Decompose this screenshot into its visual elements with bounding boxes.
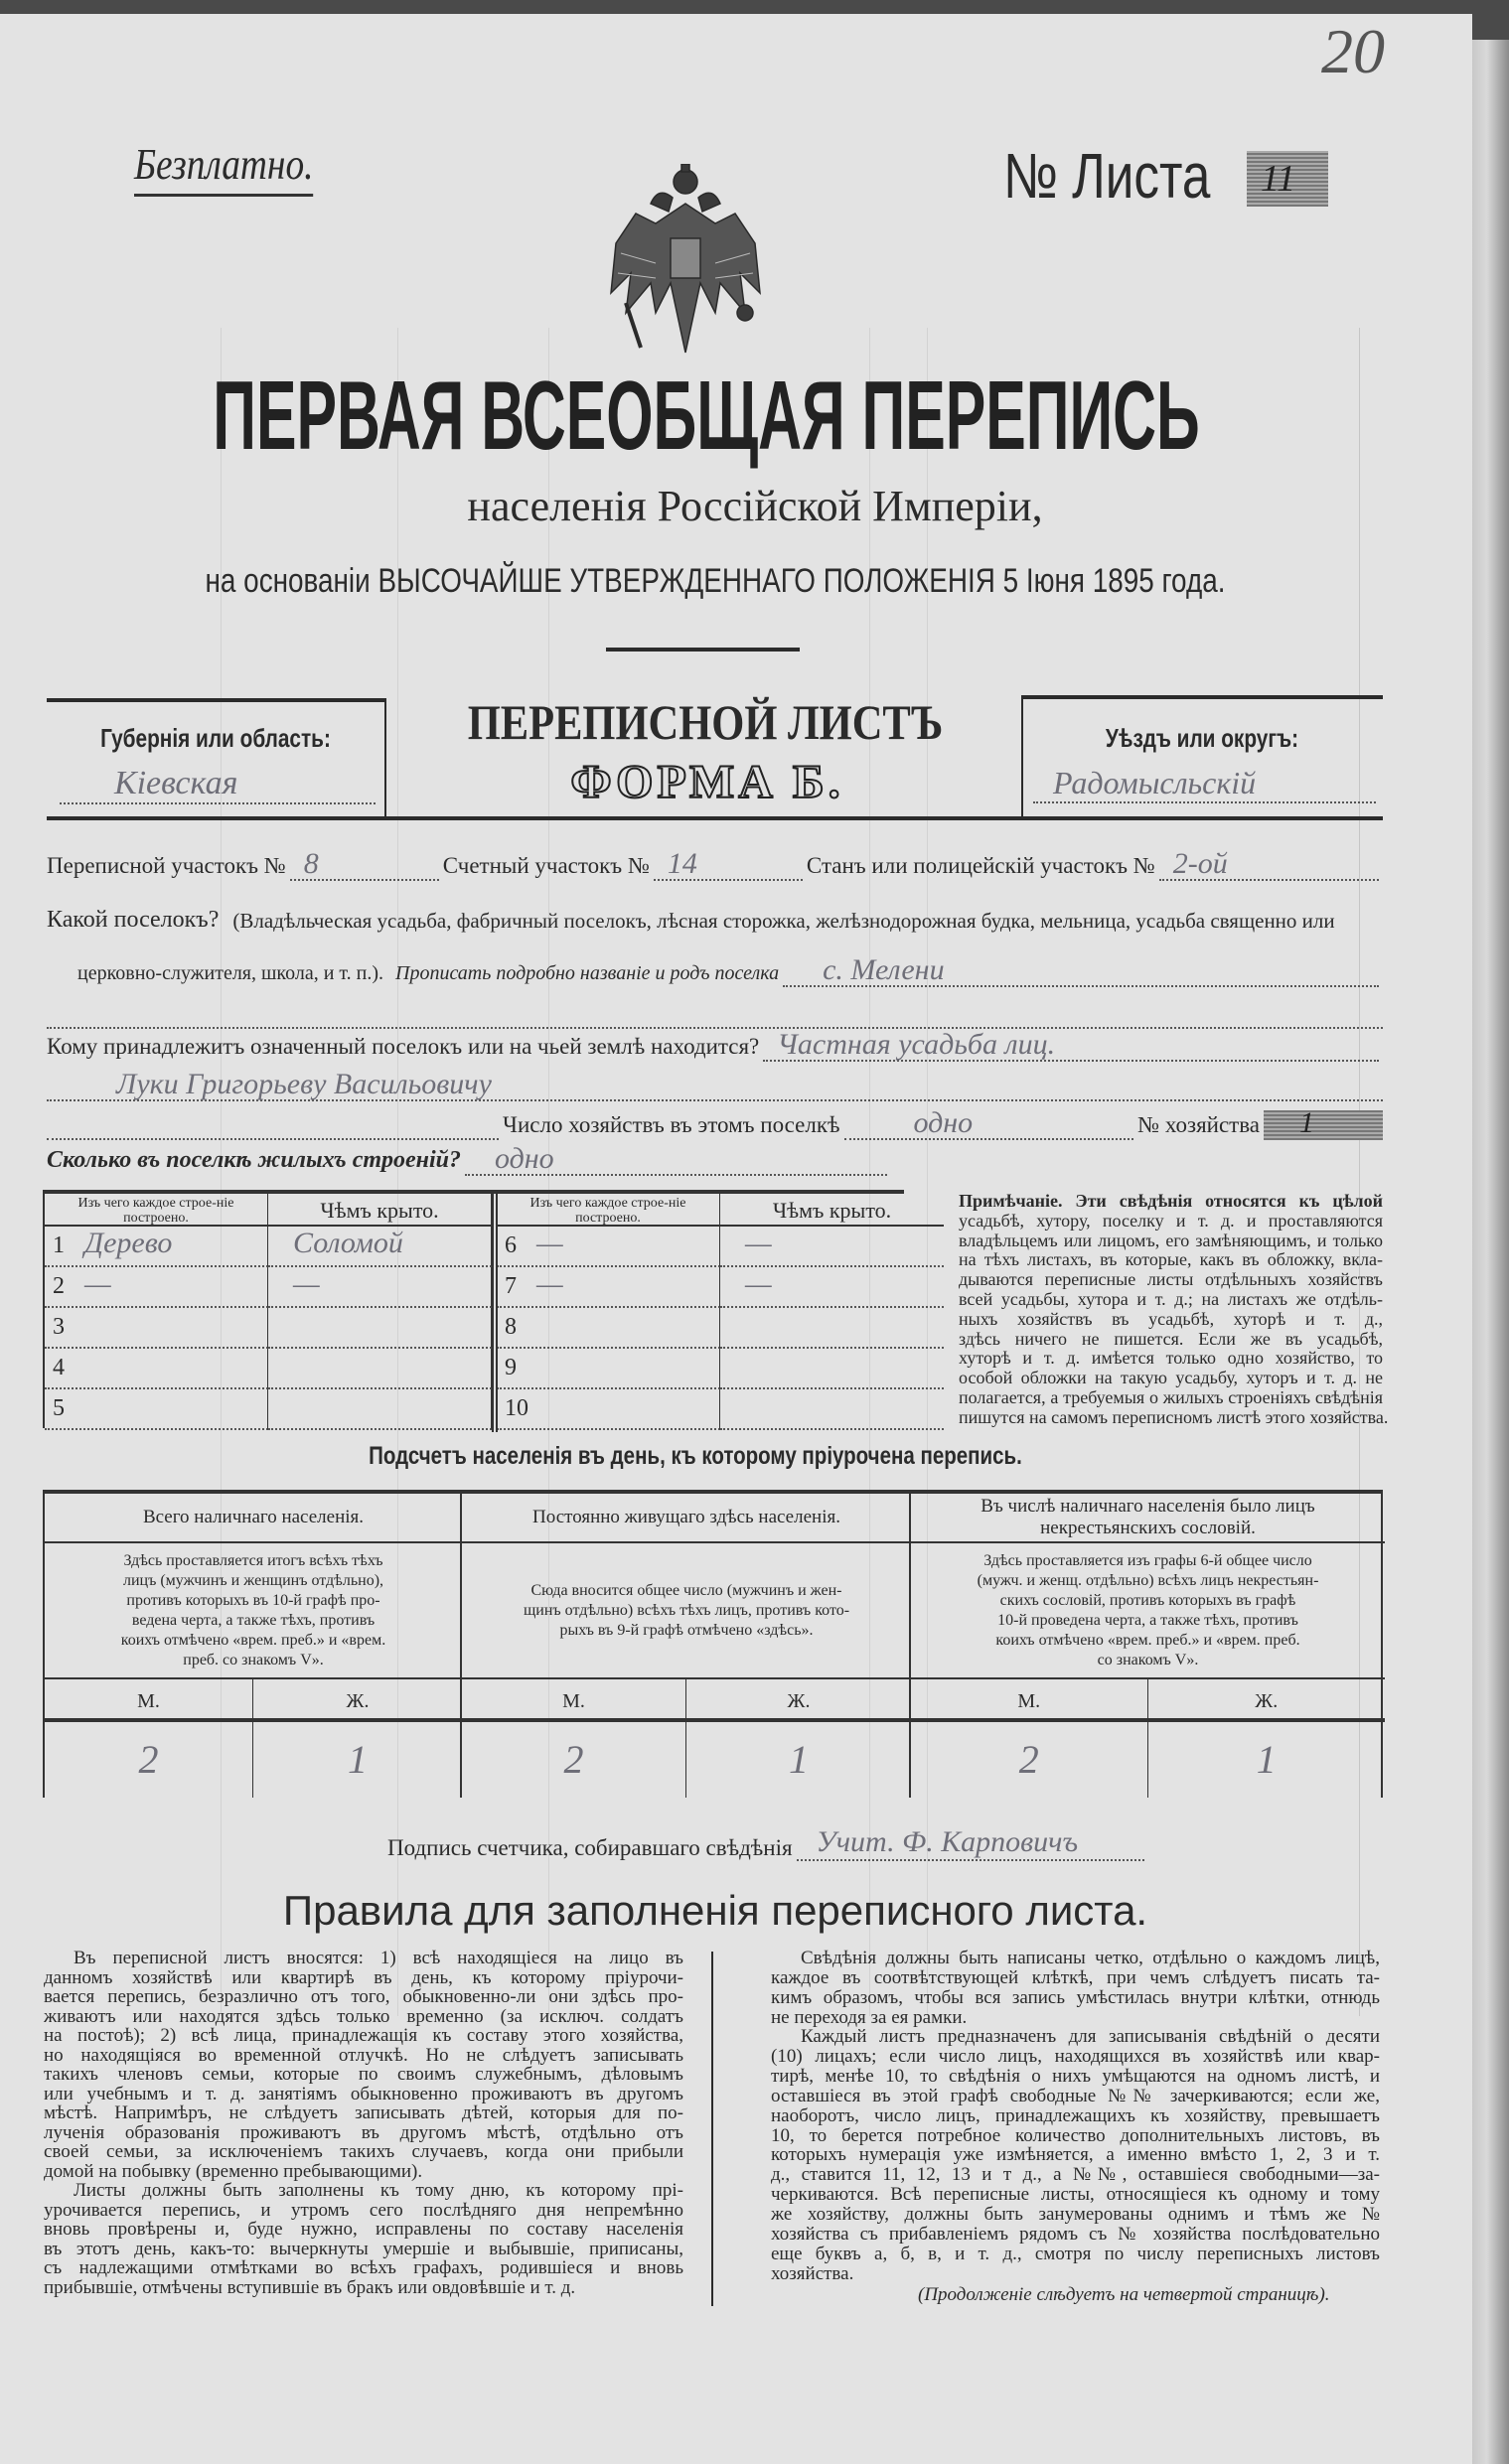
households-field [844,1106,1134,1140]
buildings-table [43,1190,904,1428]
settlement-label: Какой поселокъ? [47,907,220,933]
note-line: хуторѣ и т. д. имѣется только одно хозяйство, то [959,1348,1383,1369]
material-cell [45,1389,268,1430]
sheet-number-label: № Листа [1003,140,1211,212]
note-line: особой обложки на такую усадьбу, хуторъ и т. д. не [959,1368,1383,1388]
column-description [911,1543,1385,1677]
paper-stack-edge [1472,40,1509,2464]
rules-line: своей семьи, за исключеніемъ такихъ случаевъ, когда они прибыли [44,2141,683,2162]
rules-line: кимъ образомъ, чтобы вся запись умѣстилась внутри клѣтки, отнюдь [771,1986,1380,2008]
table-row [497,1227,944,1267]
settlement-type-row [47,902,1383,936]
population-column [909,1494,1383,1798]
description-line: (мужч. и женщ. отдѣльно) всѣхъ лицъ некрестьян- [977,1571,1319,1589]
male-header: М. [45,1677,253,1722]
note-line: усадьбѣ, хутору, поселку и т. д. и проставляются [959,1210,1383,1231]
settlement-hint: (Владѣльческая усадьба, фабричный поселокъ, лѣсная сторожка, желѣзнодорожная будка, мельница, усадьба священно или [232,909,1335,933]
material-value: Дерево [84,1227,173,1259]
roof-cell [720,1349,944,1389]
census-section-label: Переписной участокъ № [47,853,286,878]
description-line: Сюда вносится общее число (мужчинъ и жен- [530,1581,842,1599]
rules-line: на постоѣ); 2) всѣ лица, принадлежащія къ составу этого хозяйства, [44,2025,683,2046]
roof-cell [720,1389,944,1430]
female-count: 1 [789,1737,809,1782]
rules-line: живаютъ или находятся здѣсь только временно (за исключ. солдатъ [44,2005,683,2027]
rules-line: мѣстѣ. Напримѣръ, не слѣдуетъ записывать дѣтей, которыя для по- [44,2102,683,2123]
households-label: Число хозяйствъ въ этомъ поселкѣ [503,1112,840,1137]
row-number: 1 [53,1232,65,1258]
table-row [45,1308,492,1349]
rules-line: хозяйства съ прибавленіемъ рядомъ съ № хозяйства послѣдовательно [771,2223,1380,2245]
dwellings-row [47,1142,891,1176]
district-label: Уѣздъ или округъ: [1105,723,1299,753]
table-row [45,1227,492,1267]
row-number: 3 [53,1314,65,1340]
roof-cell [268,1349,492,1389]
rules-left-column [44,1949,683,2297]
sheet-number-box [1247,151,1328,207]
household-number-label: № хозяйства [1137,1112,1260,1137]
sheet-number-value: 11 [1261,158,1296,200]
table-row [45,1349,492,1389]
table-row [497,1267,944,1308]
roof-value: — [745,1267,772,1300]
enumerator-signature-row [387,1825,1144,1861]
rules-line: но находящіяся во временной отлучкѣ. Но не слѣдуетъ записывать [44,2044,683,2066]
province-value: Кіевская [114,765,238,801]
row-number: 6 [505,1232,517,1258]
roof-cell [268,1389,492,1430]
roof-value: — [745,1227,772,1259]
roof-value: — [293,1267,320,1300]
table-row [45,1267,492,1308]
rules-line: вается перепись, безразлично отъ того, обыкновенно-ли они здѣсь про- [44,1986,683,2007]
col-header-material: Изъ чего каждое строе-ніе построено. [45,1194,268,1227]
page-number-handwritten: 20 [1321,16,1385,86]
roof-cell [268,1308,492,1349]
document-subtitle: населенія Россійской Имперіи, [467,482,1043,530]
rules-title: Правила для заполненія переписного листа. [282,1887,1148,1934]
note-line: дываются переписные листы отдѣльныхъ хозяйствъ [959,1269,1383,1290]
rules-line: въ этотъ день, какъ-то: вычеркнуты умершіе и выбывшіе, приписаны, [44,2238,683,2259]
province-field [60,765,376,804]
district-field [1033,760,1376,803]
household-number-value: 1 [1299,1106,1314,1139]
sheet-title: ПЕРЕПИСНОЙ ЛИСТЪ [467,694,944,750]
rules-line: черкиваются. Всѣ переписные листы, относящіеся къ одному и тому [771,2184,1380,2206]
column-description [462,1543,911,1677]
note-line: ныхъ хозяйствъ въ усадьбѣ, хуторѣ и т. д., [959,1308,1383,1329]
note-block [959,1191,1389,1428]
row-number: 9 [505,1355,517,1380]
description-line: Здѣсь проставляется изъ графы 6-й общее число [983,1551,1312,1569]
rules-line: хозяйства. [771,2262,854,2284]
note-line: владѣльцемъ или лицомъ, его замѣняющимъ, и только [959,1230,1383,1250]
rules-line: еще буквъ а, б, в, и т. д., смотря по числу переписныхъ листовъ [771,2243,1380,2264]
description-line: скихъ сословій, противъ которыхъ въ графѣ [999,1591,1296,1609]
owner-field-cont [47,1068,1383,1101]
note-line: Примѣчаніе. Эти свѣдѣнія относятся къ цѣлой [959,1191,1383,1211]
province-label: Губернія или область: [100,723,331,753]
row-number: 4 [53,1355,65,1380]
table-row [497,1349,944,1389]
settlement-name-row [77,953,1383,987]
census-section-field [290,847,439,881]
column-description [45,1543,462,1677]
blank-field [47,995,1383,1029]
divider [1021,695,1383,699]
female-header: Ж. [253,1677,462,1722]
police-section-value: 2-ой [1172,847,1228,880]
material-cell [497,1389,720,1430]
census-section-value: 8 [303,847,319,880]
settlement-hint-cont: церковно-служителя, школа, и т. п.). [77,962,383,984]
rules-line: съ надлежащими отмѣтками во всѣхъ графахъ, родившіеся и вновь [44,2257,683,2278]
column-heading: Постоянно живущаго здѣсь населенія. [462,1494,911,1543]
male-header: М. [911,1677,1148,1722]
note-line: полагается, а требуемыя о жилыхъ строеніяхъ свѣдѣнія [959,1386,1383,1407]
col-header-roof: Чѣмъ крыто. [268,1194,492,1227]
description-line: рыхъ въ 9-й графѣ отмѣчено «здѣсь». [559,1621,814,1639]
rules-right-column [771,1949,1380,2283]
owner-value: Частная усадьба лиц. [777,1028,1056,1061]
note-line: всей усадьбы, хутора и т. д.; на листахъ же отдѣль- [959,1288,1383,1309]
rules-line: тирѣ, менѣе 10, то свѣдѣнія о нихъ умѣщаются на одномъ листѣ, и [771,2066,1380,2088]
rules-line: же хозяйству, должны быть занумерованы однимъ и тѣмъ же № [771,2203,1380,2225]
roof-value: Соломой [293,1227,403,1259]
roof-cell [720,1308,944,1349]
households-leader [47,1106,499,1140]
row-number: 8 [505,1314,517,1340]
description-line: преб. со знакомъ V». [183,1651,324,1668]
dwellings-field [465,1142,887,1176]
description-line: ведена черта, а также тѣхъ, противъ [131,1611,376,1629]
households-value: одно [913,1106,974,1139]
rules-line: Листы должны быть заполнены къ тому дню, къ которому прі- [74,2180,683,2201]
owner-label: Кому принадлежитъ означенный поселокъ или на чьей землѣ находится? [47,1034,760,1059]
police-section-field [1159,847,1379,881]
divider [1021,695,1023,817]
rules-line: оставшіеся въ этой графѣ свободные №№ зачеркиваются; если же, [771,2085,1380,2106]
female-count: 1 [348,1737,368,1782]
material-cell [497,1349,720,1389]
households-row [47,1106,1383,1140]
count-section-field [654,847,803,881]
rules-line: которыхъ нумерація уже измѣняется, а именно вмѣсто 1, 2, 3 и т. [771,2144,1380,2166]
column-divider [711,1952,713,2306]
rules-line: Въ переписной листъ вносятся: 1) всѣ находящіеся на лицо въ [74,1948,683,1968]
signature-label: Подпись счетчика, собиравшаго свѣдѣнія [387,1835,793,1860]
divider [47,816,1383,820]
rules-line: Каждый листъ предназначенъ для записыванія свѣдѣній о десяти [801,2026,1380,2048]
row-number: 2 [53,1273,65,1299]
material-cell [45,1349,268,1389]
description-line: коихъ отмѣчено «врем. преб.» и «врем. преб. [995,1631,1300,1649]
description-line: 10-й проведена черта, а также тѣхъ, противъ [997,1611,1298,1629]
population-column [43,1494,460,1798]
row-number: 5 [53,1395,65,1421]
col-header-material: Изъ чего каждое строе-ніе построено. [497,1194,720,1227]
owner-row [47,1028,1383,1062]
description-line: лицъ (мужчинъ и женщинъ отдѣльно), [122,1571,384,1589]
female-header: Ж. [686,1677,911,1722]
female-header: Ж. [1148,1677,1386,1722]
owner-row-cont [47,1068,1383,1101]
count-section-value: 14 [667,847,697,880]
material-cell [45,1267,268,1308]
rules-line: каждое въ соотвѣтствующей клѣткѣ, при чемъ слѣдуетъ писать та- [771,1966,1380,1988]
row-number: 7 [505,1273,517,1299]
signature-field [797,1825,1144,1861]
note-line: пишутся на самомъ переписномъ листѣ этого хозяйства. [959,1406,1389,1427]
signature-value: Учит. Ф. Карповичъ [816,1825,1079,1858]
male-header: М. [462,1677,686,1722]
section-numbers-row [47,847,1383,881]
description-line: Здѣсь проставляется итогъ всѣхъ тѣхъ [123,1551,383,1569]
rules-line: наоборотъ, число лицъ, принадлежащихъ къ хозяйству, превышаетъ [771,2104,1380,2126]
material-value: — [536,1227,563,1259]
rules-line: (10) лицахъ; если число лицъ, находящихся въ хозяйствѣ или квар- [771,2046,1380,2068]
divider [384,698,386,817]
material-cell [497,1308,720,1349]
rules-line: данномъ хозяйствѣ или квартирѣ въ день, къ которому пріурочи- [44,1966,683,1988]
table-row [497,1389,944,1430]
rules-line: вновь провѣрены и, буде нужно, исправлены по составу населенія [44,2219,683,2240]
male-count: 2 [462,1722,686,1798]
material-cell [45,1308,268,1349]
police-section-label: Станъ или полицейскій участокъ № [806,853,1155,878]
col-header-roof: Чѣмъ крыто. [720,1194,944,1227]
rules-line: домой на побывку (временно пребывающими). [44,2160,423,2182]
note-line: на тѣхъ листахъ, въ которые, какъ въ обложку, вкла- [959,1249,1383,1270]
table-row [497,1308,944,1349]
column-heading: Въ числѣ наличнаго населенія было лицъ некрестьянскихъ сословій. [911,1494,1385,1543]
rules-line: такихъ членовъ семьи, которые по своимъ служебнымъ, дѣловымъ [44,2064,683,2085]
form-label: ФОРМА Б. [570,756,844,808]
male-count: 2 [45,1722,253,1798]
description-line: противъ которыхъ въ 10-й графѣ про- [126,1591,380,1609]
double-headed-eagle-emblem [596,164,775,362]
row-number: 10 [505,1395,528,1421]
material-value: — [536,1267,563,1300]
dwellings-label: Сколько въ поселкѣ жилыхъ строеній? [47,1147,461,1173]
district-value: Радомысльскій [1053,765,1257,800]
continuation-note: (Продолженіе слѣдуетъ на четвертой страницѣ). [918,2284,1330,2305]
material-cell [497,1227,720,1267]
owner-value-cont: Луки Григорьеву Васильовичу [116,1068,492,1100]
population-column [460,1494,909,1798]
settlement-instruction: Прописать подробно названіе и родъ поселка [395,962,780,984]
description-line: со знакомъ V». [1097,1651,1199,1668]
rules-line: прибывшіе, отмѣчены вступившіе въ бракъ или овдовѣвшіе и т. д. [44,2276,576,2298]
rules-line: Свѣдѣнія должны быть написаны четко, отдѣльно о каждомъ лицѣ, [801,1948,1380,1968]
rules-line: лученія образованія проживаютъ въ другомъ мѣстѣ, отдѣльно отъ [44,2121,683,2143]
male-count: 2 [911,1722,1148,1798]
rules-line: урочивается перепись, и утромъ сего послѣдняго дня непремѣнно [44,2199,683,2221]
legal-basis: на основаніи ВЫСОЧАЙШЕ УТВЕРЖДЕННАГО ПОЛОЖЕНІЯ 5 Іюня 1895 года. [205,562,1226,600]
rules-line: не переходя за ея рамки. [771,2006,968,2028]
rules-line: д., ставится 11, 12, 13 и т д., а №№, оставшіеся свободными—за- [771,2164,1380,2186]
description-line: коихъ отмѣчено «врем. преб.» и «врем. [120,1631,386,1649]
household-number-box [1264,1106,1383,1140]
material-cell [497,1267,720,1308]
owner-field [763,1028,1379,1062]
material-value: — [84,1267,111,1300]
column-heading: Всего наличнаго населенія. [45,1494,462,1543]
divider [606,648,800,652]
dwellings-value: одно [495,1142,554,1175]
double-divider [492,1190,498,1432]
population-table [43,1490,1383,1798]
count-section-label: Счетный участокъ № [442,853,650,878]
rules-line: или учебнымъ и т. д. занятіямъ обыкновенно проживаютъ въ другомъ [44,2083,683,2104]
note-line: здѣсь ничего не пишется. Если же въ усадьбѣ, [959,1328,1383,1349]
free-of-charge-label: Безплатно. [134,139,314,197]
population-title: Подсчетъ населенія въ день, къ которому пріурочена перепись. [369,1442,1022,1470]
rules-line: 10, то берется потребное количество дополнительныхъ листовъ, въ [771,2124,1380,2146]
document-title: ПЕРВАЯ ВСЕОБЩАЯ ПЕРЕПИСЬ [213,361,1200,470]
blank-line-row [47,995,1383,1029]
description-line: щинъ отдѣльно) всѣхъ тѣхъ лицъ, противъ кото- [523,1601,850,1619]
settlement-field [783,953,1379,987]
divider [47,698,385,702]
table-row [45,1389,492,1430]
settlement-value: с. Мелени [823,953,945,986]
female-count: 1 [1256,1737,1277,1782]
